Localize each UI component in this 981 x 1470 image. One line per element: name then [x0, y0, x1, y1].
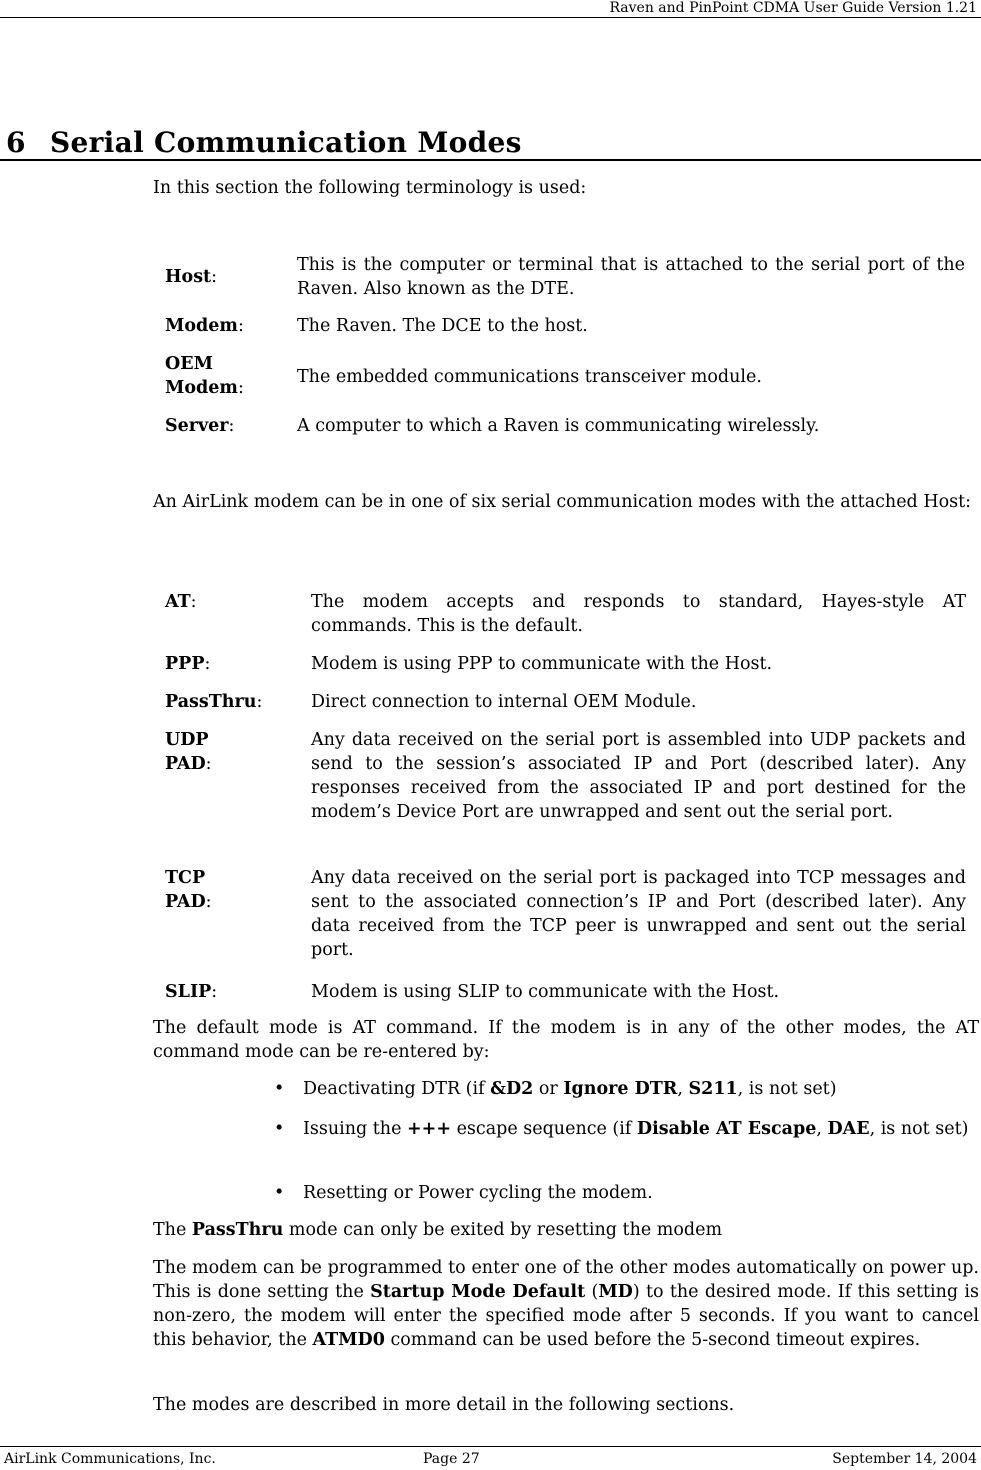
closing-paragraph: The modes are described in more detail in the following sections. — [153, 1395, 735, 1415]
startup-mode-paragraph: The modem can be programmed to enter one of the other modes automatically on power up. This is done setting the Startup Mode Default (MD) to the desired mode. If this setting is non-zero, the modem will enter the specified mode after 5 seconds. If you want to cancel this behavior, the ATMD0 command can be used before the 5-second timeout expires. — [153, 1258, 979, 1350]
term-label: Modem: — [165, 316, 244, 336]
term-description: The embedded communications transceiver module. — [297, 367, 762, 387]
mode-label: AT: — [165, 592, 197, 612]
section-number: 6 — [6, 126, 26, 159]
bullet-item: Issuing the +++ escape sequence (if Disable AT Escape, DAE, is not set) — [303, 1119, 969, 1139]
mode-label: TCP PAD: — [165, 868, 212, 912]
footer-page-number: Page 27 — [423, 1451, 480, 1467]
mode-label: PPP: — [165, 654, 211, 674]
default-mode-paragraph: The default mode is AT command. If the modem is in any of the other modes, the AT command mode can be re-entered by: — [153, 1018, 979, 1062]
bullet-icon: • — [274, 1183, 285, 1203]
bullet-item: Resetting or Power cycling the modem. — [303, 1183, 653, 1203]
mode-description: Any data received on the serial port is packaged into TCP messages and sent to the associated connection’s IP and Port (described later). Any data received from the TCP peer is unwrapped and sent out the serial port. — [311, 868, 966, 960]
mode-label: PassThru: — [165, 692, 263, 712]
mode-description: Direct connection to internal OEM Module. — [311, 692, 697, 712]
footer-company: AirLink Communications, Inc. — [4, 1451, 216, 1467]
term-label: Host: — [165, 267, 218, 287]
header-rule — [0, 17, 981, 18]
mode-description: The modem accepts and responds to standard, Hayes-style AT commands. This is the default. — [311, 592, 966, 636]
term-label: OEM Modem: — [165, 354, 244, 398]
term-label: Server: — [165, 416, 235, 436]
intro-paragraph: In this section the following terminology is used: — [153, 178, 587, 198]
mode-label: SLIP: — [165, 982, 218, 1002]
passthru-paragraph: The PassThru mode can only be exited by resetting the modem — [153, 1220, 723, 1240]
term-description: The Raven. The DCE to the host. — [297, 316, 588, 336]
footer-rule — [0, 1446, 981, 1447]
section-heading — [6, 126, 522, 159]
mode-description: Modem is using SLIP to communicate with the Host. — [311, 982, 780, 1002]
footer-date: September 14, 2004 — [832, 1451, 977, 1467]
heading-rule — [0, 159, 981, 161]
section-title: Serial Communication Modes — [50, 126, 522, 159]
mode-description: Modem is using PPP to communicate with the Host. — [311, 654, 773, 674]
bullet-icon: • — [274, 1119, 285, 1139]
running-header: Raven and PinPoint CDMA User Guide Version 1.21 — [609, 0, 977, 16]
term-description: This is the computer or terminal that is attached to the serial port of the Raven. Also known as the DTE. — [297, 255, 965, 299]
mode-description: Any data received on the serial port is assembled into UDP packets and send to the session’s associated IP and Port (described later). Any responses received from the associated IP and port destined for the modem’s Device Port are unwrapped and sent out the serial port. — [311, 730, 966, 822]
mode-label: UDP PAD: — [165, 730, 212, 774]
modes-intro-paragraph: An AirLink modem can be in one of six serial communication modes with the attached Host: — [153, 492, 972, 512]
bullet-item: Deactivating DTR (if &D2 or Ignore DTR, S211, is not set) — [303, 1079, 837, 1099]
bullet-icon: • — [274, 1079, 285, 1099]
term-description: A computer to which a Raven is communicating wirelessly. — [297, 416, 820, 436]
